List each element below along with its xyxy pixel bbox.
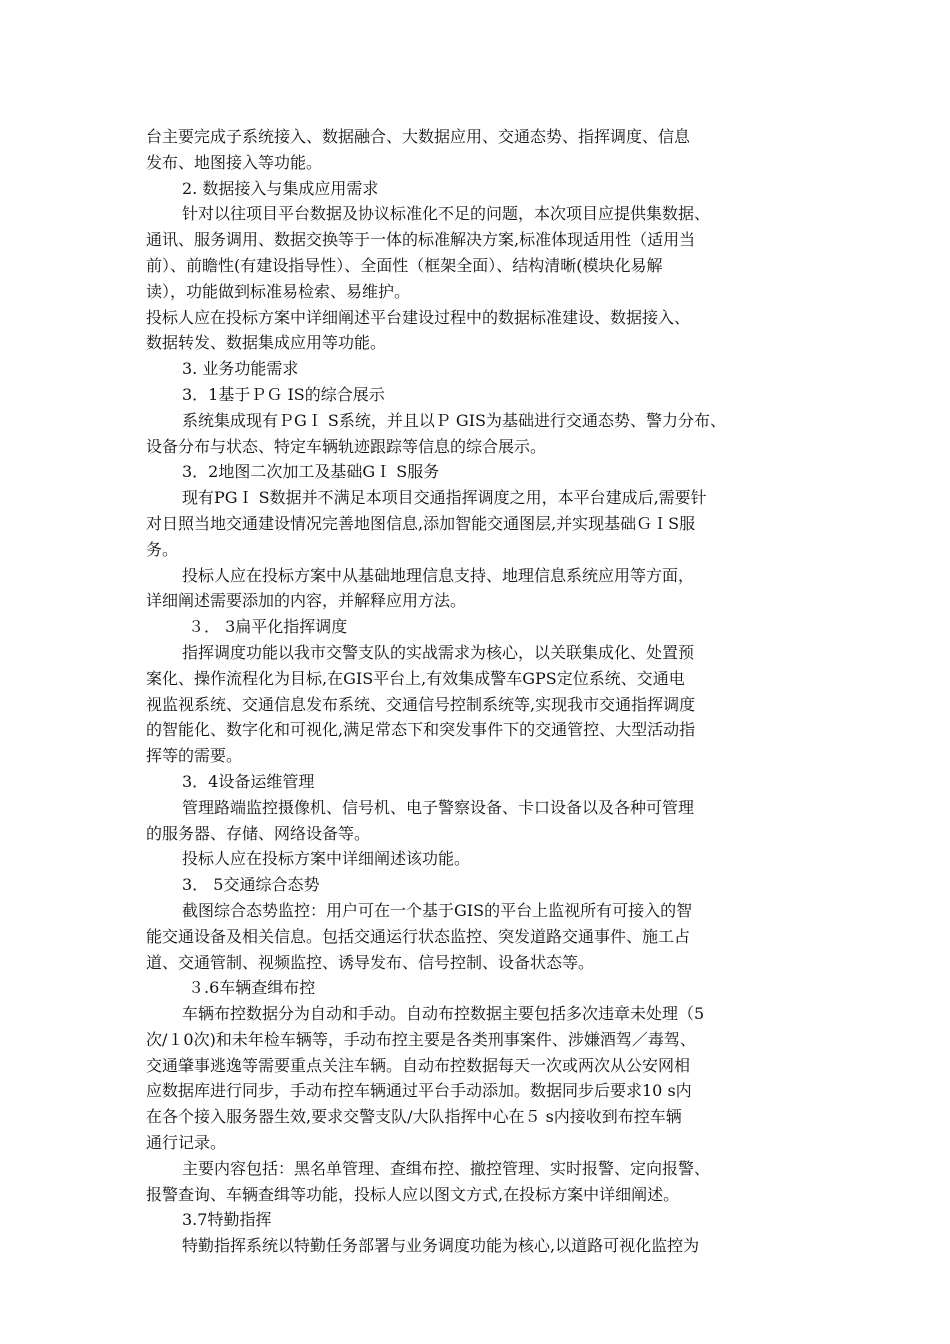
text-line: 截图综合态势监控：用户可在一个基于GIS的平台上监视所有可接入的智 — [182, 900, 693, 920]
text-line: 投标人应在投标方案中详细阐述平台建设过程中的数据标准建设、数据接入、 — [146, 307, 691, 327]
text-line: 管理路端监控摄像机、信号机、电子警察设备、卡口设备以及各种可管理 — [182, 797, 695, 817]
text-line: 主要内容包括：黑名单管理、查缉布控、撤控管理、实时报警、定向报警、 — [182, 1158, 711, 1178]
text-line: 视监视系统、交通信息发布系统、交通信号控制系统等,实现我市交通指挥调度 — [146, 694, 696, 714]
text-line: 对日照当地交通建设情况完善地图信息,添加智能交通图层,并实现基础ＧＩS服 — [146, 513, 696, 533]
subsection-heading: 3．4设备运维管理 — [182, 771, 315, 791]
subsection-heading: 3.7特勤指挥 — [182, 1210, 272, 1230]
text-line: 务。 — [146, 539, 179, 559]
subsection-heading: ３． 3扁平化指挥调度 — [188, 617, 348, 637]
section-heading: 3. 业务功能需求 — [182, 359, 299, 379]
text-line: 数据转发、数据集成应用等功能。 — [146, 333, 387, 353]
text-line: 在各个接入服务器生效,要求交警支队/大队指挥中心在５ s内接收到布控车辆 — [146, 1107, 682, 1127]
text-line: 应数据库进行同步，手动布控车辆通过平台手动添加。数据同步后要求10 s内 — [146, 1081, 692, 1101]
text-line: 车辆布控数据分为自动和手动。自动布控数据主要包括多次违章未处理（5 — [182, 1004, 705, 1024]
text-line: 针对以往项目平台数据及协议标准化不足的问题，本次项目应提供集数据、 — [182, 204, 711, 224]
subsection-heading: ３.6车辆查缉布控 — [188, 978, 316, 998]
text-line: 发布、地图接入等功能。 — [146, 152, 323, 172]
text-line: 通讯、服务调用、数据交换等于一体的标准解决方案,标准体现适用性（适用当 — [146, 230, 696, 250]
text-line: 案化、操作流程化为目标,在GIS平台上,有效集成警车GPS定位系统、交通电 — [146, 668, 685, 688]
text-line: 次/１0次)和未年检车辆等，手动布控主要是各类刑事案件、涉嫌酒驾／毒驾、 — [146, 1029, 696, 1049]
text-line: 道、交通管制、视频监控、诱导发布、信号控制、设备状态等。 — [146, 952, 595, 972]
text-line: 设备分布与状态、特定车辆轨迹跟踪等信息的综合展示。 — [146, 436, 547, 456]
text-line: 读），功能做到标准易检索、易维护。 — [146, 281, 411, 301]
text-line: 挥等的需要。 — [146, 746, 243, 766]
text-line: 通行记录。 — [146, 1133, 227, 1153]
text-line: 交通肇事逃逸等需要重点关注车辆。自动布控数据每天一次或两次从公安网相 — [146, 1055, 691, 1075]
text-line: 现有PGＩ S数据并不满足本项目交通指挥调度之用，本平台建成后,需要针 — [182, 488, 707, 508]
text-line: 特勤指挥系统以特勤任务部署与业务调度功能为核心,以道路可视化监控为 — [182, 1236, 700, 1256]
text-line: 的服务器、存储、网络设备等。 — [146, 823, 371, 843]
text-line: 指挥调度功能以我市交警支队的实战需求为核心，以关联集成化、处置预 — [182, 642, 695, 662]
text-line: 能交通设备及相关信息。包括交通运行状态监控、突发道路交通事件、施工占 — [146, 926, 691, 946]
section-heading: 2. 数据接入与集成应用需求 — [182, 178, 379, 198]
text-line: 投标人应在投标方案中从基础地理信息支持、地理信息系统应用等方面， — [182, 565, 695, 585]
subsection-heading: 3．1基于ＰＧ IS的综合展示 — [182, 384, 385, 404]
text-line: 台主要完成子系统接入、数据融合、大数据应用、交通态势、指挥调度、信息 — [146, 127, 691, 146]
subsection-heading: 3．2地图二次加工及基础GＩ S服务 — [182, 462, 440, 482]
text-line: 报警查询、车辆查缉等功能，投标人应以图文方式,在投标方案中详细阐述。 — [146, 1184, 680, 1204]
subsection-heading: 3． 5交通综合态势 — [182, 875, 320, 895]
text-line: 前）、前瞻性(有建设指导性）、全面性（框架全面）、结构清晰(模块化易解 — [146, 255, 663, 275]
text-line: 详细阐述需要添加的内容，并解释应用方法。 — [146, 591, 467, 611]
text-line: 投标人应在投标方案中详细阐述该功能。 — [182, 849, 471, 869]
document-body — [146, 124, 826, 1259]
text-line: 系统集成现有ＰGＩ S系统，并且以Ｐ GIS为基础进行交通态势、警力分布、 — [182, 410, 726, 430]
text-line: 的智能化、数字化和可视化,满足常态下和突发事件下的交通管控、大型活动指 — [146, 720, 696, 740]
